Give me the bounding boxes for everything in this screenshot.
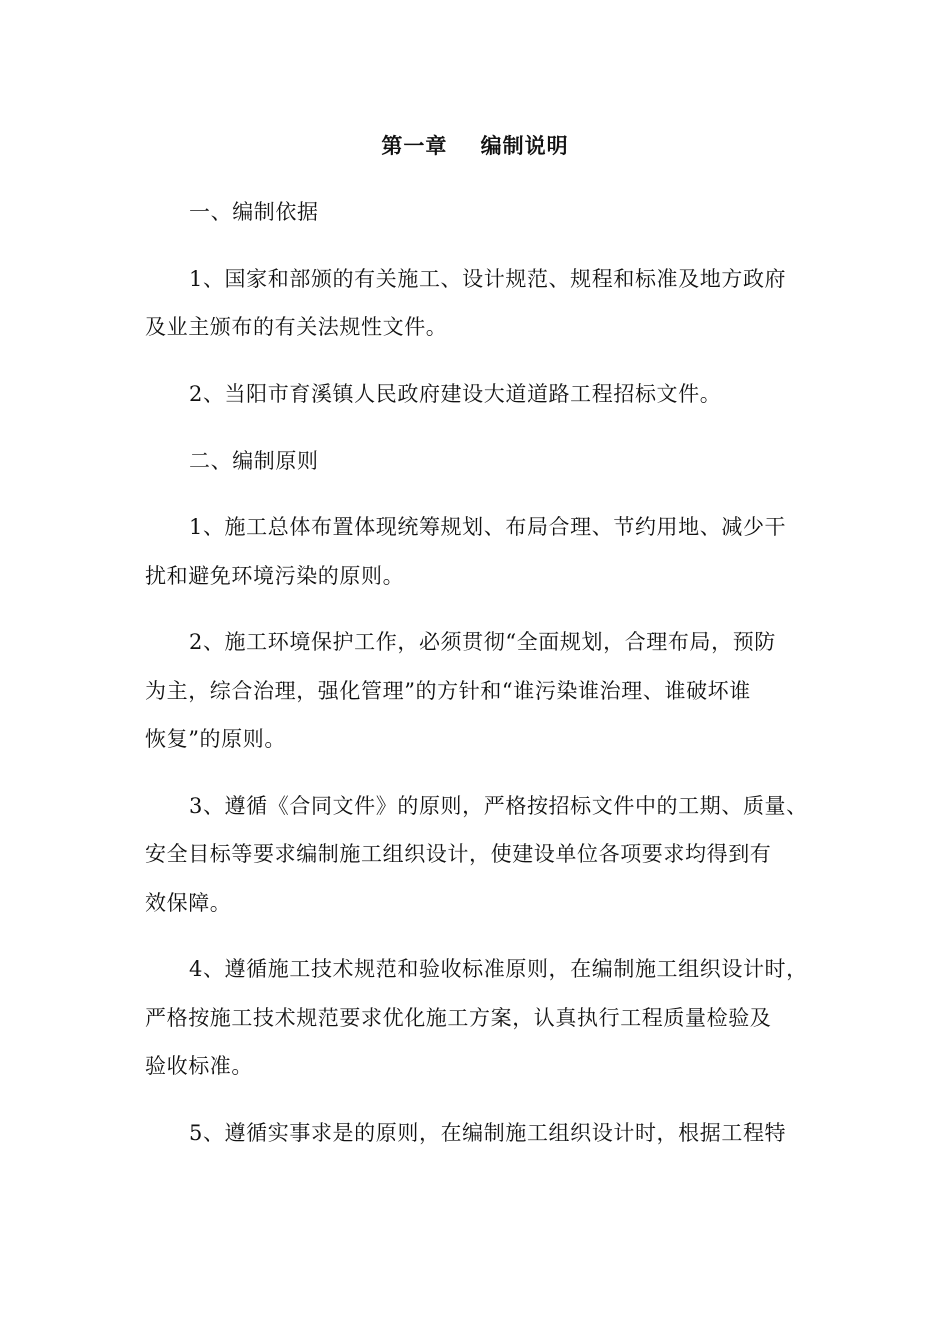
paragraph-line: 安全目标等要求编制施工组织设计，使建设单位各项要求均得到有 xyxy=(145,842,772,866)
paragraph-line: 恢复”的原则。 xyxy=(145,727,286,751)
paragraph-line: 效保障。 xyxy=(145,891,232,915)
paragraph-line: 5、遵循实事求是的原则，在编制施工组织设计时，根据工程特 xyxy=(189,1121,787,1145)
paragraph-line: 严格按施工技术规范要求优化施工方案，认真执行工程质量检验及 xyxy=(145,1006,772,1030)
paragraph-line: 3、遵循《合同文件》的原则，严格按招标文件中的工期、质量、 xyxy=(189,794,808,818)
paragraph-line: 1、国家和部颁的有关施工、设计规范、规程和标准及地方政府 xyxy=(189,267,787,291)
paragraph-line: 1、施工总体布置体现统筹规划、布局合理、节约用地、减少干 xyxy=(189,515,787,539)
paragraph-line: 2、施工环境保护工作，必须贯彻“全面规划，合理布局，预防 xyxy=(189,630,776,654)
paragraph-line: 验收标准。 xyxy=(145,1054,253,1078)
paragraph-line: 4、遵循施工技术规范和验收标准原则，在编制施工组织设计时， xyxy=(189,957,808,981)
paragraph-line: 扰和避免环境污染的原则。 xyxy=(145,564,405,588)
paragraph-line: 为主，综合治理，强化管理”的方针和“谁污染谁治理、谁破坏谁 xyxy=(145,679,751,703)
section-heading: 一、编制依据 xyxy=(189,200,319,224)
chapter-title: 第一章 编制说明 xyxy=(381,134,569,158)
paragraph-line: 2、当阳市育溪镇人民政府建设大道道路工程招标文件。 xyxy=(189,382,722,406)
paragraph-line: 及业主颁布的有关法规性文件。 xyxy=(145,315,448,339)
section-heading: 二、编制原则 xyxy=(189,449,319,473)
